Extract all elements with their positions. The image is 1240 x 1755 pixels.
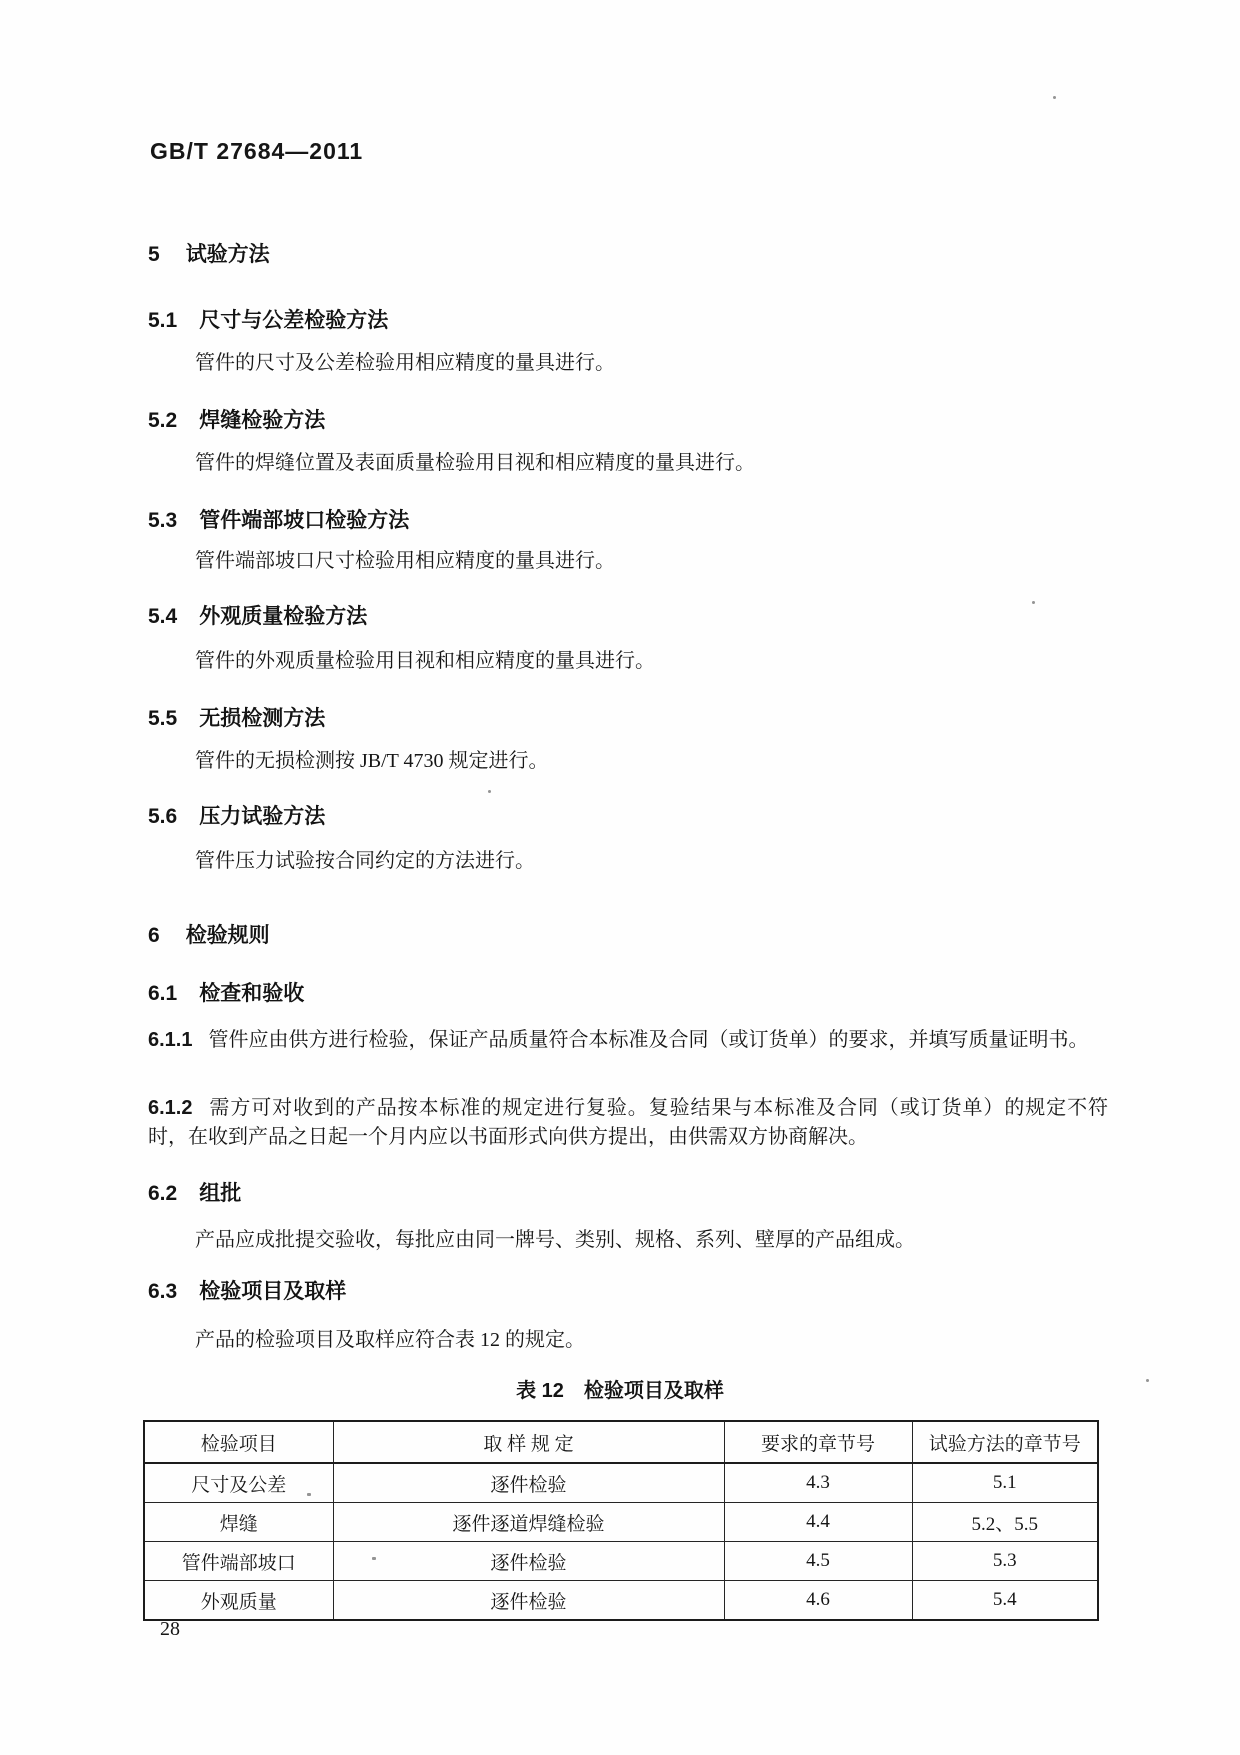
cell-sampling: 逐件检验	[333, 1463, 724, 1503]
scan-speck	[1146, 1379, 1149, 1382]
clause-title: 试验方法	[185, 243, 270, 266]
scan-speck	[372, 1557, 376, 1560]
table-12	[143, 1420, 1099, 1621]
clause-number: 5.5	[148, 707, 178, 730]
section-5-heading	[148, 238, 270, 268]
clause-number: 6.2	[148, 1182, 178, 1205]
cell-sampling: 逐件检验	[333, 1542, 724, 1581]
clause-text: 管件应由供方进行检验，保证产品质量符合本标准及合同（或订货单）的要求，并填写质量证明书。	[208, 1029, 1089, 1051]
clause-title: 焊缝检验方法	[199, 409, 326, 432]
clause-5-2-heading	[148, 404, 325, 434]
clause-5-3-heading	[148, 504, 409, 534]
table-row	[144, 1463, 1098, 1503]
clause-6-2-heading	[148, 1177, 241, 1207]
table-row	[144, 1503, 1098, 1542]
clause-6-1-heading	[148, 977, 304, 1007]
clause-number: 6	[148, 924, 160, 947]
clause-5-3-body: 管件端部坡口尺寸检验用相应精度的量具进行。	[195, 550, 615, 572]
clause-5-4-body: 管件的外观质量检验用目视和相应精度的量具进行。	[195, 650, 655, 672]
clause-5-1-body: 管件的尺寸及公差检验用相应精度的量具进行。	[195, 352, 615, 374]
clause-5-6-heading	[148, 800, 325, 830]
cell-item: 外观质量	[144, 1581, 333, 1621]
clause-number: 5.1	[148, 309, 178, 332]
clause-6-2-body: 产品应成批提交验收，每批应由同一牌号、类别、规格、系列、壁厚的产品组成。	[195, 1229, 915, 1251]
table-12-caption: 表 12 检验项目及取样	[516, 1380, 724, 1402]
cell-item: 管件端部坡口	[144, 1542, 333, 1581]
clause-title: 组批	[199, 1182, 242, 1205]
cell-requirement: 4.5	[724, 1542, 912, 1581]
clause-title: 无损检测方法	[199, 707, 326, 730]
clause-title: 检验项目及取样	[199, 1280, 347, 1303]
col-header-test-method-clause: 试验方法的章节号	[912, 1421, 1098, 1463]
table-row	[144, 1581, 1098, 1621]
cell-sampling: 逐件逐道焊缝检验	[333, 1503, 724, 1542]
col-header-inspection-item: 检验项目	[144, 1421, 333, 1463]
cell-requirement: 4.3	[724, 1463, 912, 1503]
scan-speck	[1032, 601, 1035, 604]
cell-test-method: 5.1	[912, 1463, 1098, 1503]
cell-requirement: 4.6	[724, 1581, 912, 1621]
clause-title: 尺寸与公差检验方法	[199, 309, 389, 332]
section-6-heading	[148, 919, 270, 949]
clause-number: 5.2	[148, 409, 178, 432]
clause-number: 5	[148, 243, 160, 266]
clause-number: 6.1.2	[148, 1097, 193, 1119]
clause-6-1-1-paragraph	[148, 1026, 1108, 1055]
clause-title: 管件端部坡口检验方法	[199, 509, 410, 532]
clause-5-5-body: 管件的无损检测按 JB/T 4730 规定进行。	[195, 750, 549, 772]
clause-6-1-2-paragraph	[148, 1094, 1108, 1152]
clause-number: 5.6	[148, 805, 178, 828]
clause-6-3-heading	[148, 1275, 346, 1305]
clause-number: 6.1	[148, 982, 178, 1005]
clause-title: 外观质量检验方法	[199, 605, 368, 628]
clause-5-5-heading	[148, 702, 325, 732]
clause-text: 需方可对收到的产品按本标准的规定进行复验。复验结果与本标准及合同（或订货单）的规定不符时，在收到产品之日起一个月内应以书面形式向供方提出，由供需双方协商解决。	[148, 1097, 1108, 1148]
standard-number-header: GB/T 27684—2011	[150, 138, 364, 164]
cell-test-method: 5.2、5.5	[912, 1503, 1098, 1542]
clause-title: 检查和验收	[199, 982, 305, 1005]
cell-requirement: 4.4	[724, 1503, 912, 1542]
clause-5-2-body: 管件的焊缝位置及表面质量检验用目视和相应精度的量具进行。	[195, 452, 755, 474]
clause-number: 6.3	[148, 1280, 178, 1303]
page-number: 28	[160, 1618, 180, 1640]
cell-sampling: 逐件检验	[333, 1581, 724, 1621]
clause-title: 检验规则	[185, 924, 270, 947]
scan-speck	[1053, 96, 1056, 99]
col-header-sampling-rule: 取 样 规 定	[333, 1421, 724, 1463]
table-header-row	[144, 1421, 1098, 1463]
cell-test-method: 5.3	[912, 1542, 1098, 1581]
col-header-requirement-clause: 要求的章节号	[724, 1421, 912, 1463]
scan-speck	[307, 1493, 311, 1496]
clause-5-6-body: 管件压力试验按合同约定的方法进行。	[195, 850, 535, 872]
cell-test-method: 5.4	[912, 1581, 1098, 1621]
clause-number: 6.1.1	[148, 1029, 193, 1051]
clause-5-1-heading	[148, 304, 388, 334]
scan-speck	[488, 790, 491, 793]
clause-5-4-heading	[148, 600, 367, 630]
table-row	[144, 1542, 1098, 1581]
clause-title: 压力试验方法	[199, 805, 326, 828]
clause-6-3-body: 产品的检验项目及取样应符合表 12 的规定。	[195, 1329, 585, 1351]
clause-number: 5.3	[148, 509, 178, 532]
clause-number: 5.4	[148, 605, 178, 628]
cell-item: 焊缝	[144, 1503, 333, 1542]
cell-item: 尺寸及公差	[144, 1463, 333, 1503]
